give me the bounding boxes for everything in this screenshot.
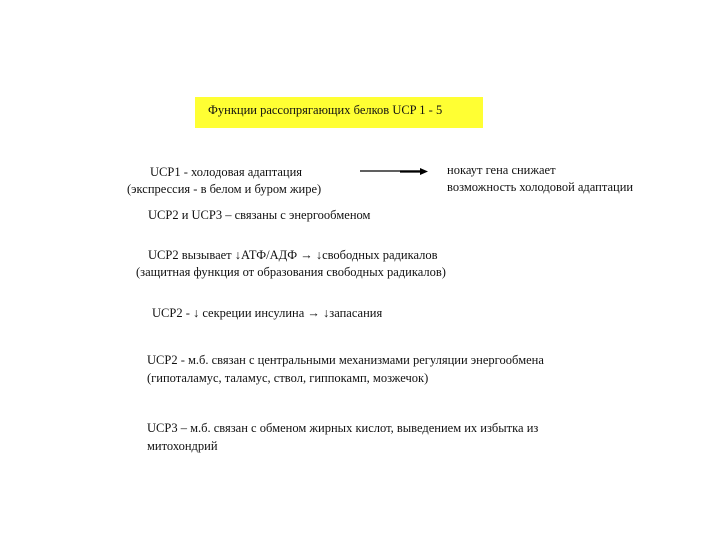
ucp1-result-line1: нокаут гена снижает [447,163,556,177]
ucp3-line1: UCP3 – м.б. связан с обменом жирных кислот, выведением их избытка из [147,421,539,435]
ucp2-radicals-line2: (защитная функция от образования свободных радикалов) [136,265,446,279]
ucp2-central-line2: (гипоталамус, таламус, ствол, гиппокамп, мозжечок) [147,371,429,385]
title-box [195,97,483,128]
ucp23-statement: UCP2 и UCP3 – связаны с энергообменом [148,208,371,222]
ucp3-line2: митохондрий [147,439,218,453]
ucp1-line1: UCP1 - холодовая адаптация [150,165,303,179]
ucp1-result-line2: возможность холодовой адаптации [447,180,634,194]
ucp2-insulin: UCP2 - ↓ секреции инсулина → ↓запасания [152,306,383,320]
slide-title: Функции рассопрягающих белков UCP 1 - 5 [208,103,443,117]
ucp2-radicals-line1: UCP2 вызывает ↓АТФ/АДФ → ↓свободных радикалов [148,248,438,262]
ucp2-central-line1: UCP2 - м.б. связан с центральными механизмами регуляции энергообмена [147,353,544,367]
arrow-right-icon [360,165,430,177]
ucp1-line2: (экспрессия - в белом и буром жире) [127,182,322,196]
